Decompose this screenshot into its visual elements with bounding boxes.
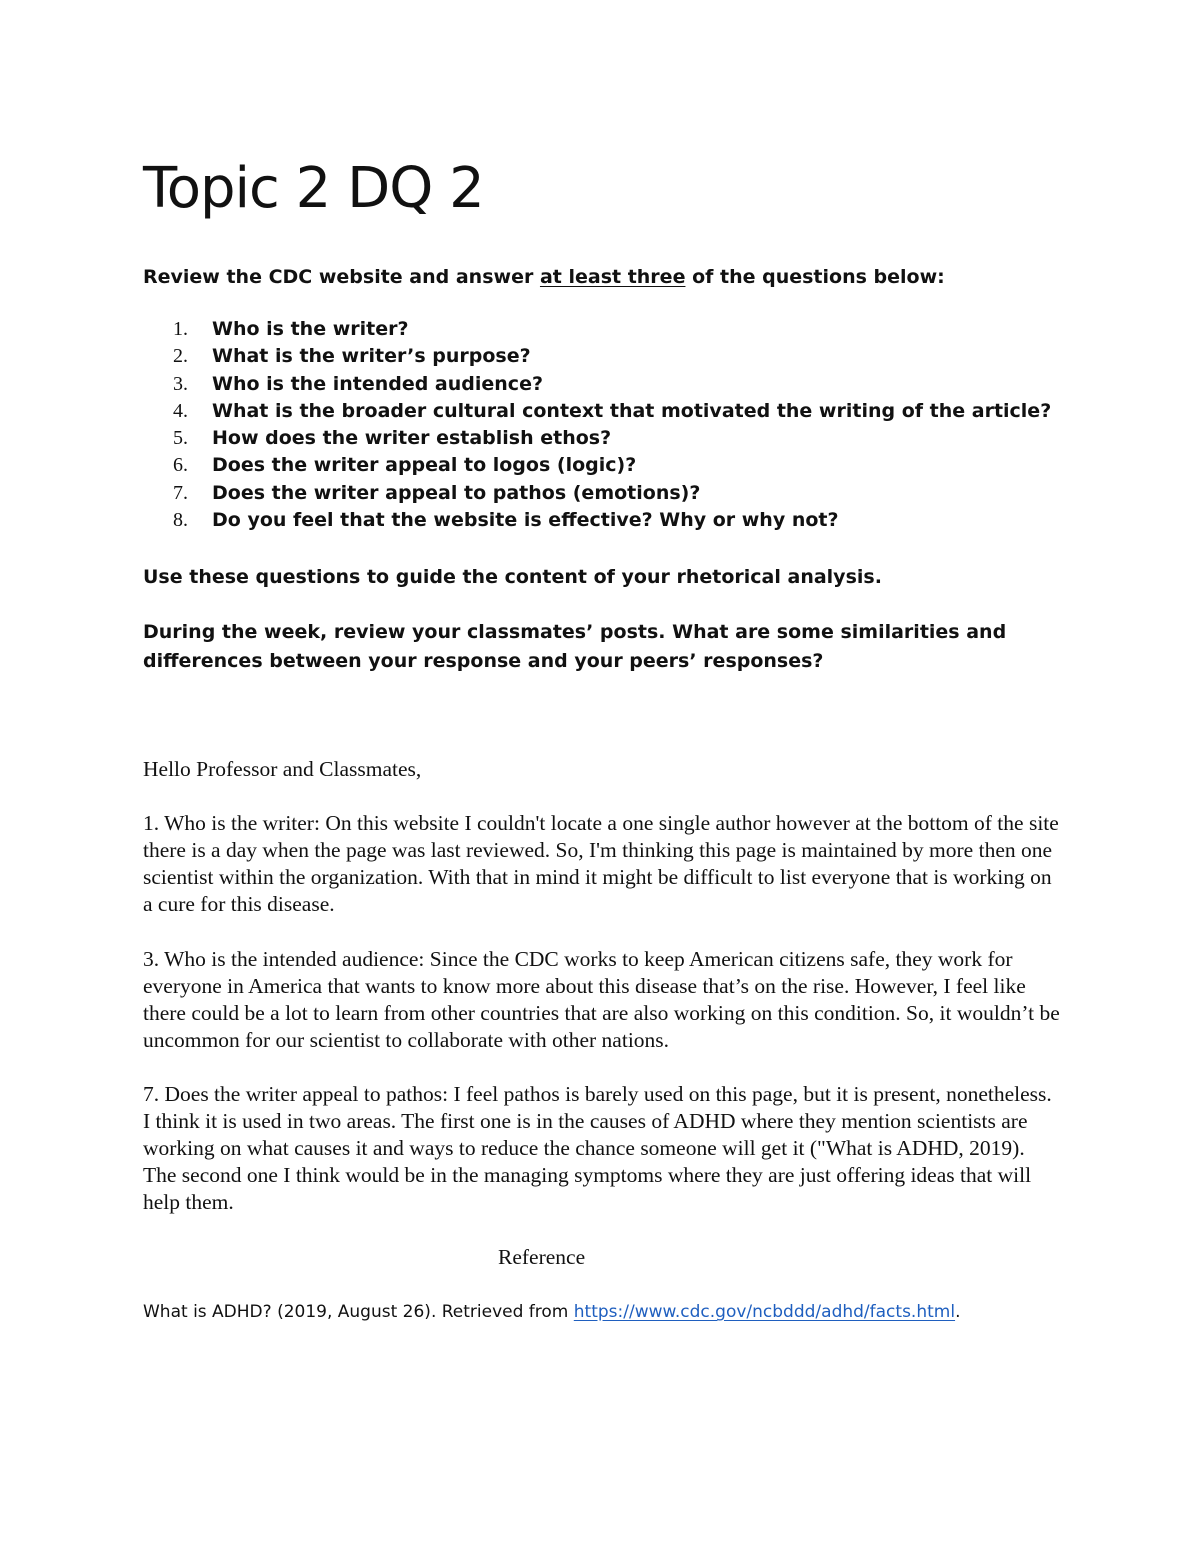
citation-text: What is ADHD? (2019, August 26). Retrieved from (143, 1302, 574, 1322)
question-text: How does the writer establish ethos? (212, 427, 612, 450)
question-text: Who is the intended audience? (212, 372, 543, 395)
question-number: 5. (173, 427, 188, 450)
page-title: Topic 2 DQ 2 (143, 156, 484, 221)
reference-heading: Reference (498, 1245, 586, 1269)
question-number: 2. (173, 345, 188, 368)
response-paragraph-pathos: 7. Does the writer appeal to pathos: I feel pathos is barely used on this page, but it is present, nonetheless. I think it is used in two areas. The first one is in the causes of ADHD where they mention scientists are working on what causes it and ways to reduce the chance someone will get it ("What is ADHD, 2019). The second one I think would be in the managing symptoms where they are just offering ideas that will help them. (143, 1082, 1052, 1214)
question-number: 1. (173, 318, 188, 340)
citation-link[interactable]: https://www.cdc.gov/ncbddd/adhd/facts.html (573, 1302, 956, 1322)
question-text: What is the writer’s purpose? (212, 345, 531, 368)
question-text: Who is the writer? (212, 318, 409, 340)
response-paragraph-writer: 1. Who is the writer: On this website I couldn't locate a one single author however at the bottom of the site there is a day when the page was last reviewed. So, I'm thinking this page is maintained by more then one scientist within the organization. With that in mind it might be difficult to list everyone that is working on a cure for this disease. (143, 811, 1059, 916)
question-text: What is the broader cultural context that motivated the writing of the article? (212, 399, 1052, 422)
question-number: 3. (173, 372, 188, 395)
prompt-intro-before: Review the CDC website and answer (143, 266, 540, 288)
question-number: 4. (173, 399, 188, 422)
question-number: 6. (173, 454, 188, 477)
question-text: Does the writer appeal to pathos (emotions)? (212, 481, 701, 504)
citation-end: . (955, 1302, 961, 1322)
response-greeting: Hello Professor and Classmates, (143, 757, 422, 781)
reference-citation (143, 1299, 960, 1325)
guide-instruction: Use these questions to guide the content of your rhetorical analysis. (143, 566, 882, 588)
question-text: Does the writer appeal to logos (logic)? (212, 454, 637, 477)
question-text: Do you feel that the website is effective? Why or why not? (212, 509, 839, 532)
peer-review-instruction: During the week, review your classmates’ posts. What are some similarities and differences between your response and your peers’ responses? (143, 621, 1007, 672)
question-number: 8. (173, 509, 188, 532)
prompt-intro-underlined: at least three (539, 266, 686, 288)
prompt-intro (143, 263, 945, 291)
question-number: 7. (173, 481, 188, 504)
prompt-intro-after: of the questions below: (685, 266, 945, 288)
response-paragraph-audience: 3. Who is the intended audience: Since the CDC works to keep American citizens safe, they work for everyone in America that wants to know more about this disease that’s on the rise. However, I feel like there could be a lot to learn from other countries that are also working on this condition. So, it wouldn’t be uncommon for our scientist to collaborate with other nations. (143, 947, 1060, 1052)
